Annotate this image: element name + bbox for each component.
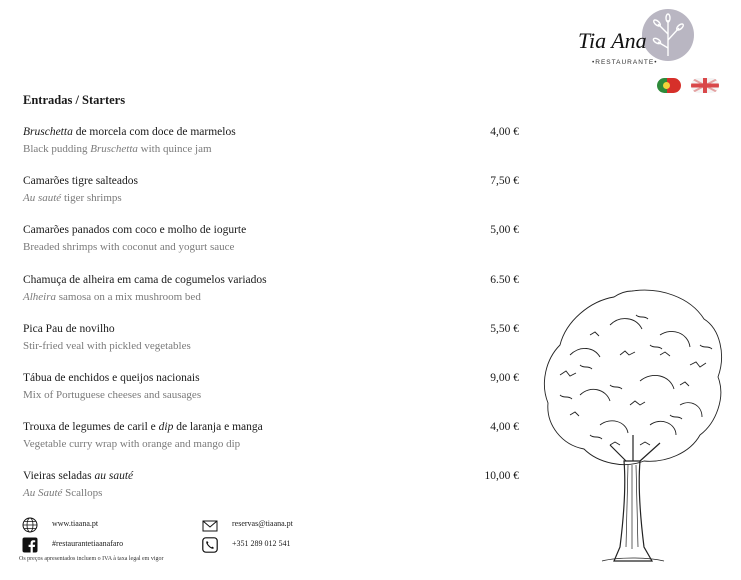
dish-name-pt	[23, 469, 523, 484]
logo-script: Tia Ana	[578, 28, 647, 53]
dish-name-pt	[23, 420, 523, 435]
dish-name-italic: dip	[158, 421, 174, 433]
language-switcher	[657, 78, 719, 93]
dish-desc-text: Black pudding	[23, 143, 91, 155]
menu-item	[23, 273, 523, 305]
facebook-icon	[22, 537, 38, 553]
dish-name-pt	[23, 322, 523, 337]
dish-desc-italic: Alheira	[23, 291, 56, 303]
dish-desc-text: Stir-fried veal with pickled vegetables	[23, 340, 191, 352]
dish-name-italic: au sauté	[94, 470, 134, 482]
dish-name-text: Camarões tigre salteados	[23, 175, 138, 187]
email-link[interactable]: reservas@tiaana.pt	[232, 519, 293, 528]
menu-item	[23, 174, 523, 206]
dish-name-en	[23, 339, 523, 354]
portugal-flag-icon[interactable]	[657, 78, 681, 93]
dish-name-pt	[23, 223, 523, 238]
dish-name-en	[23, 191, 523, 206]
dish-price: 6.50 €	[490, 274, 519, 286]
phone-icon	[202, 537, 218, 553]
menu-item	[23, 125, 523, 157]
dish-name-en	[23, 290, 523, 305]
dish-price: 10,00 €	[484, 470, 519, 482]
dish-price: 5,50 €	[490, 323, 519, 335]
dish-name-text: Trouxa de legumes de caril e	[23, 421, 159, 433]
dish-desc-text: tiger shrimps	[61, 192, 122, 204]
dish-price: 7,50 €	[490, 175, 519, 187]
menu-item	[23, 371, 523, 403]
dish-desc-italic: Au sauté	[23, 192, 62, 204]
dish-name-en	[23, 142, 523, 157]
facebook-link[interactable]: #restaurantetiaanafaro	[52, 539, 124, 548]
dish-desc-text: with quince jam	[137, 143, 212, 155]
dish-name-text: Vieiras seladas	[23, 470, 95, 482]
dish-price: 5,00 €	[490, 224, 519, 236]
dish-desc-text: Mix of Portuguese cheeses and sausages	[23, 389, 202, 401]
dish-desc-text: Vegetable curry wrap with orange and mango dip	[23, 438, 241, 450]
dish-name-en	[23, 388, 523, 403]
dish-name-pt	[23, 273, 523, 288]
dish-name-text: de laranja e manga	[173, 421, 263, 433]
website-link[interactable]: www.tiaana.pt	[52, 519, 99, 528]
dish-price: 4,00 €	[490, 126, 519, 138]
menu-item	[23, 469, 523, 501]
phone-number[interactable]: +351 289 012 541	[232, 539, 291, 548]
dish-name-italic: Bruschetta	[23, 126, 73, 138]
menu-item	[23, 223, 523, 255]
dish-name-en	[23, 240, 523, 255]
dish-name-text: Pica Pau de novilho	[23, 323, 115, 335]
dish-desc-text: samosa on a mix mushroom bed	[56, 291, 201, 303]
dish-name-text: Camarões panados com coco e molho de iogurte	[23, 224, 247, 236]
section-title: Entradas / Starters	[23, 93, 126, 107]
dish-name-text: Tábua de enchidos e queijos nacionais	[23, 372, 200, 384]
logo-subtitle: •RESTAURANTE•	[592, 59, 658, 66]
restaurant-logo	[572, 4, 700, 70]
dish-name-en	[23, 486, 523, 501]
dish-desc-text: Breaded shrimps with coconut and yogurt sauce	[23, 241, 235, 253]
menu-item	[23, 420, 523, 452]
dish-name-pt	[23, 125, 523, 140]
dish-name-en	[23, 437, 523, 452]
mail-icon	[202, 518, 218, 534]
globe-icon	[22, 517, 38, 533]
vat-note: Os preços apresentados incluem o IVA à taxa legal em vigor	[19, 556, 164, 562]
dish-name-text: de morcela com doce de marmelos	[72, 126, 236, 138]
menu-item	[23, 322, 523, 354]
tree-illustration	[540, 285, 725, 570]
dish-price: 4,00 €	[490, 421, 519, 433]
dish-name-pt	[23, 371, 523, 386]
dish-name-pt	[23, 174, 523, 189]
dish-desc-italic: Bruschetta	[90, 143, 138, 155]
dish-price: 9,00 €	[490, 372, 519, 384]
dish-desc-text: Scallops	[62, 487, 103, 499]
dish-desc-italic: Au Sauté	[23, 487, 63, 499]
uk-flag-icon[interactable]	[691, 78, 719, 93]
dish-name-text: Chamuça de alheira em cama de cogumelos variados	[23, 274, 267, 286]
